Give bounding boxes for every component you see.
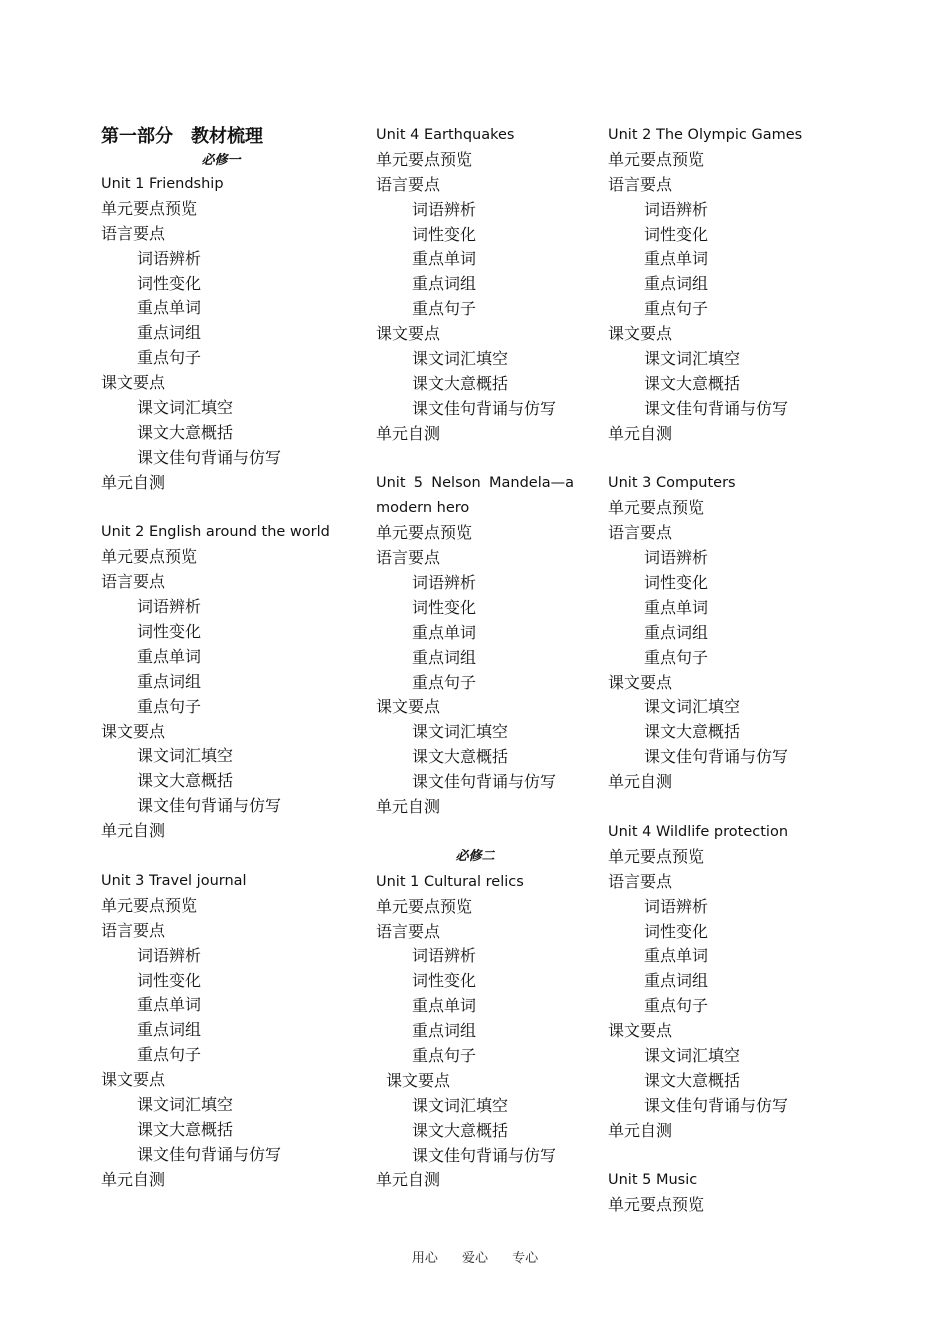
toc-subitem: 词性变化 [137, 970, 202, 990]
toc-item: 语言要点 [101, 920, 166, 940]
toc-subitem: 重点词组 [137, 671, 202, 691]
toc-subitem: 重点句子 [644, 299, 709, 319]
toc-subitem: 词性变化 [412, 224, 477, 244]
toc-item: 单元要点预览 [608, 1195, 705, 1215]
toc-subitem: 词性变化 [137, 622, 202, 642]
toc-item: 单元要点预览 [101, 895, 198, 915]
unit-title: Unit 1 Friendship [101, 176, 224, 192]
toc-subitem: 课文佳句背诵与仿写 [137, 1144, 282, 1164]
toc-subitem: 课文词汇填空 [137, 1094, 234, 1114]
toc-item: 单元自测 [376, 423, 441, 443]
toc-subitem: 重点句子 [644, 647, 709, 667]
part-title: 第一部分 教材梳理 [101, 126, 263, 147]
footer-word: 专心 [512, 1251, 539, 1266]
book-title-2: 必修二 [455, 848, 495, 864]
toc-subitem: 课文词汇填空 [644, 349, 741, 369]
toc-subitem: 课文大意概括 [644, 1070, 741, 1090]
toc-subitem: 课文词汇填空 [644, 1045, 741, 1065]
toc-subitem: 重点词组 [412, 647, 477, 667]
toc-subitem: 词语辨析 [644, 199, 709, 219]
toc-item: 课文要点 [608, 1021, 673, 1041]
toc-item: 课文要点 [386, 1070, 451, 1090]
toc-subitem: 课文大意概括 [137, 422, 234, 442]
toc-subitem: 词语辨析 [412, 946, 477, 966]
toc-subitem: 重点单词 [644, 249, 709, 269]
toc-subitem: 课文大意概括 [412, 747, 509, 767]
toc-column-3 [608, 123, 848, 1218]
toc-subitem: 词性变化 [412, 597, 477, 617]
toc-item: 单元自测 [376, 797, 441, 817]
toc-item: 单元要点预览 [376, 896, 473, 916]
unit-title: Unit 4 Wildlife protection [608, 823, 789, 840]
toc-subitem: 词性变化 [644, 573, 709, 593]
toc-subitem: 重点词组 [137, 1020, 202, 1040]
toc-subitem: 重点单词 [137, 995, 202, 1015]
toc-subitem: 重点词组 [644, 274, 709, 294]
toc-item: 课文要点 [101, 1070, 166, 1090]
book-title-1: 必修一 [201, 153, 241, 168]
page-footer [0, 1247, 950, 1266]
toc-item: 单元自测 [376, 1170, 441, 1190]
unit-title: Unit 2 English around the world [101, 524, 330, 541]
spacer [608, 795, 848, 820]
toc-item: 单元要点预览 [101, 547, 198, 567]
toc-subitem: 课文词汇填空 [137, 746, 234, 766]
unit-title-continued: modern hero [376, 500, 470, 517]
toc-subitem: 课文大意概括 [412, 373, 509, 393]
toc-subitem: 词语辨析 [137, 248, 202, 268]
spacer [101, 844, 341, 869]
toc-item: 单元自测 [608, 772, 673, 792]
toc-subitem: 重点词组 [412, 1021, 477, 1041]
toc-subitem: 课文大意概括 [412, 1120, 509, 1140]
spacer [608, 447, 848, 472]
toc-item: 语言要点 [376, 921, 441, 941]
toc-item: 单元要点预览 [608, 149, 705, 169]
unit-title: Unit 3 Computers [608, 475, 736, 492]
toc-item: 语言要点 [608, 523, 673, 543]
toc-item: 课文要点 [101, 373, 166, 393]
toc-subitem: 重点句子 [644, 996, 709, 1016]
toc-subitem: 课文词汇填空 [412, 1095, 509, 1115]
toc-subitem: 课文佳句背诵与仿写 [412, 398, 557, 418]
toc-subitem: 词语辨析 [137, 945, 202, 965]
toc-item: 语言要点 [608, 174, 673, 194]
toc-subitem: 重点句子 [412, 672, 477, 692]
spacer [101, 496, 341, 521]
toc-subitem: 课文佳句背诵与仿写 [412, 1145, 557, 1165]
toc-item: 单元自测 [608, 423, 673, 443]
toc-item: 单元要点预览 [101, 198, 198, 218]
toc-subitem: 词语辨析 [412, 199, 477, 219]
unit-title: Unit 3 Travel journal [101, 872, 247, 889]
toc-subitem: 重点句子 [137, 696, 202, 716]
spacer [376, 820, 586, 845]
toc-subitem: 词语辨析 [644, 896, 709, 916]
toc-item: 语言要点 [376, 174, 441, 194]
toc-item: 单元自测 [101, 821, 166, 841]
toc-subitem: 重点单词 [412, 249, 477, 269]
toc-subitem: 重点单词 [644, 946, 709, 966]
toc-subitem: 词语辨析 [412, 573, 477, 593]
toc-subitem: 重点单词 [412, 622, 477, 642]
toc-item: 课文要点 [376, 697, 441, 717]
toc-subitem: 课文佳句背诵与仿写 [644, 1095, 789, 1115]
toc-subitem: 课文大意概括 [137, 1119, 234, 1139]
toc-subitem: 课文佳句背诵与仿写 [644, 398, 789, 418]
toc-subitem: 重点句子 [412, 299, 477, 319]
toc-subitem: 重点词组 [137, 323, 202, 343]
toc-subitem: 重点句子 [137, 348, 202, 368]
toc-subitem: 课文佳句背诵与仿写 [412, 772, 557, 792]
toc-subitem: 重点单词 [412, 996, 477, 1016]
toc-subitem: 重点句子 [137, 1045, 202, 1065]
toc-column-2 [376, 123, 586, 1193]
toc-subitem: 课文佳句背诵与仿写 [137, 447, 282, 467]
toc-item: 课文要点 [376, 324, 441, 344]
spacer [376, 447, 586, 472]
toc-subitem: 重点句子 [412, 1045, 477, 1065]
toc-subitem: 课文词汇填空 [644, 697, 741, 717]
toc-subitem: 课文词汇填空 [412, 349, 509, 369]
toc-subitem: 词性变化 [137, 273, 202, 293]
toc-item: 课文要点 [608, 324, 673, 344]
toc-subitem: 重点词组 [644, 622, 709, 642]
unit-title: Unit 1 Cultural relics [376, 873, 524, 890]
toc-item: 单元自测 [101, 472, 166, 492]
toc-subitem: 重点单词 [137, 646, 202, 666]
unit-title: Unit 5 Nelson Mandela—a [376, 475, 574, 492]
unit-title: Unit 2 The Olympic Games [608, 127, 803, 143]
toc-subitem: 词语辨析 [644, 548, 709, 568]
footer-word: 用心 [411, 1251, 438, 1266]
toc-subitem: 课文大意概括 [644, 373, 741, 393]
unit-title: Unit 5 Music [608, 1172, 698, 1189]
toc-column-1 [101, 123, 341, 1193]
toc-subitem: 课文大意概括 [644, 722, 741, 742]
toc-subitem: 重点单词 [137, 298, 202, 318]
toc-subitem: 重点词组 [412, 274, 477, 294]
toc-subitem: 课文佳句背诵与仿写 [644, 747, 789, 767]
footer-word: 爱心 [461, 1251, 488, 1266]
toc-subitem: 课文佳句背诵与仿写 [137, 796, 282, 816]
toc-subitem: 课文词汇填空 [137, 398, 234, 418]
unit-title: Unit 4 Earthquakes [376, 127, 515, 143]
toc-item: 单元自测 [608, 1120, 673, 1140]
toc-subitem: 课文词汇填空 [412, 722, 509, 742]
toc-subitem: 词性变化 [644, 921, 709, 941]
toc-item: 课文要点 [608, 672, 673, 692]
toc-item: 单元要点预览 [376, 149, 473, 169]
toc-item: 语言要点 [608, 871, 673, 891]
spacer [608, 1144, 848, 1169]
toc-subitem: 词性变化 [412, 971, 477, 991]
toc-item: 单元自测 [101, 1169, 166, 1189]
toc-item: 语言要点 [101, 572, 166, 592]
toc-item: 课文要点 [101, 721, 166, 741]
toc-subitem: 词性变化 [644, 224, 709, 244]
toc-item: 语言要点 [101, 223, 166, 243]
toc-subitem: 重点词组 [644, 971, 709, 991]
toc-subitem: 词语辨析 [137, 597, 202, 617]
toc-subitem: 课文大意概括 [137, 771, 234, 791]
toc-item: 语言要点 [376, 548, 441, 568]
toc-item: 单元要点预览 [608, 498, 705, 518]
toc-item: 单元要点预览 [376, 523, 473, 543]
toc-subitem: 重点单词 [644, 597, 709, 617]
toc-item: 单元要点预览 [608, 846, 705, 866]
